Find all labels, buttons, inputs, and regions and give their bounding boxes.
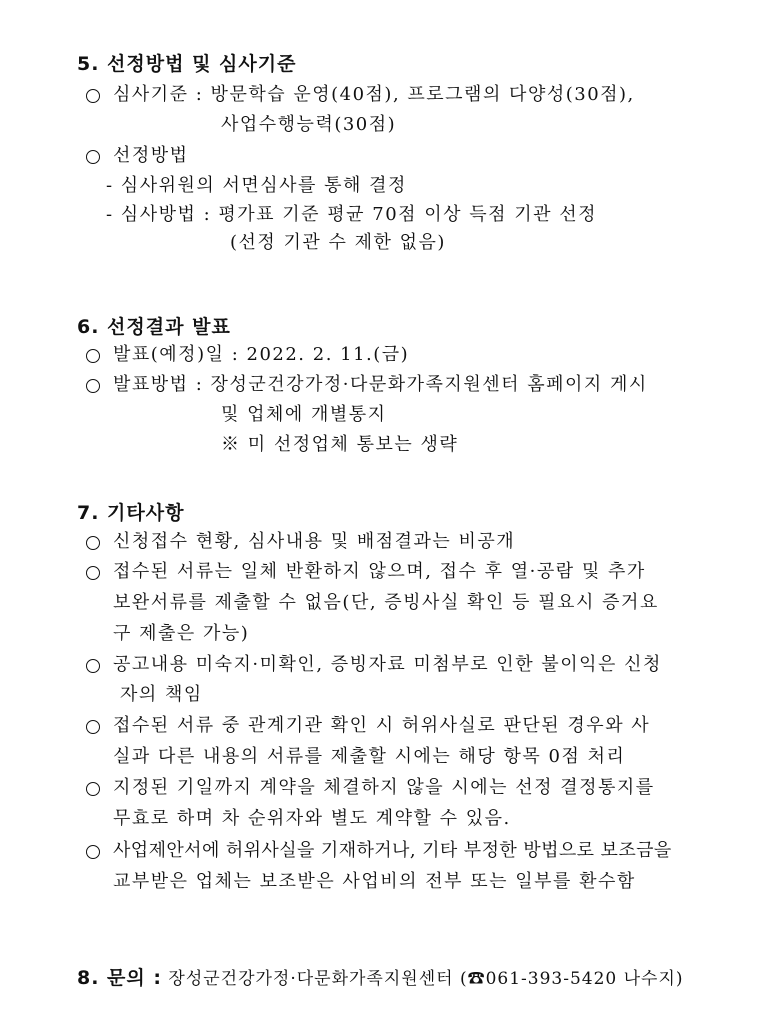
announce-date: 발표(예정)일 : 2022. 2. 11.(금) <box>113 344 410 365</box>
bullet-circle-icon <box>86 536 100 550</box>
method-line-3: (선정 기관 수 제한 없음) <box>230 232 446 253</box>
criteria-line-1: 심사기준 : 방문학습 운영(40점), 프로그램의 다양성(30점), <box>113 84 635 105</box>
inquiry-contact: 장성군건강가정·다문화가족지원센터 (☎061-393-5420 나수지) <box>168 969 684 989</box>
note-2-line-2: 보완서류를 제출할 수 없음(단, 증빙사실 확인 등 필요시 증거요 <box>113 592 659 613</box>
bullet-circle-icon <box>86 379 100 393</box>
announce-method-2: 및 업체에 개별통지 <box>221 404 387 425</box>
method-line-1: - 심사위원의 서면심사를 통해 결정 <box>106 175 407 196</box>
section-7-heading: 7. 기타사항 <box>77 502 185 524</box>
note-5-line-2: 무효로 하며 차 순위자와 별도 계약할 수 있음. <box>113 808 511 829</box>
note-6-line-2: 교부받은 업체는 보조받은 사업비의 전부 또는 일부를 환수함 <box>113 871 636 892</box>
bullet-circle-icon <box>86 659 100 673</box>
note-5-line-1: 지정된 기일까지 계약을 체결하지 않을 시에는 선정 결정통지를 <box>113 777 655 798</box>
note-1: 신청접수 현황, 심사내용 및 배점결과는 비공개 <box>113 531 516 552</box>
section-6-heading: 6. 선정결과 발표 <box>77 316 231 338</box>
bullet-circle-icon <box>86 782 100 796</box>
bullet-circle-icon <box>86 349 100 363</box>
note-6-line-1: 사업제안서에 허위사실을 기재하거나, 기타 부정한 방법으로 보조금을 <box>113 840 672 861</box>
bullet-circle-icon <box>86 845 100 859</box>
inquiry-line <box>77 963 684 990</box>
note-2-line-1: 접수된 서류는 일체 반환하지 않으며, 접수 후 열·공람 및 추가 <box>113 561 646 582</box>
note-3-line-2: 자의 책임 <box>120 684 203 705</box>
bullet-circle-icon <box>86 720 100 734</box>
bullet-circle-icon <box>86 566 100 580</box>
note-3-line-1: 공고내용 미숙지·미확인, 증빙자료 미첨부로 인한 불이익은 신청 <box>113 654 662 675</box>
method-title: 선정방법 <box>113 145 189 166</box>
announce-method-3: ※ 미 선정업체 통보는 생략 <box>221 434 459 455</box>
criteria-line-2: 사업수행능력(30점) <box>221 114 397 135</box>
note-4-line-2: 실과 다른 내용의 서류를 제출할 시에는 해당 항목 0점 처리 <box>113 746 626 767</box>
section-8-heading: 8. 문의 : <box>77 967 162 989</box>
bullet-circle-icon <box>86 150 100 164</box>
note-4-line-1: 접수된 서류 중 관계기관 확인 시 허위사실로 판단된 경우와 사 <box>113 715 651 736</box>
note-2-line-3: 구 제출은 가능) <box>113 623 250 644</box>
announce-method-1: 발표방법 : 장성군건강가정·다문화가족지원센터 홈페이지 게시 <box>113 374 648 395</box>
section-5-heading: 5. 선정방법 및 심사기준 <box>77 53 297 75</box>
bullet-circle-icon <box>86 89 100 103</box>
method-line-2: - 심사방법 : 평가표 기준 평균 70점 이상 득점 기관 선정 <box>106 204 598 225</box>
